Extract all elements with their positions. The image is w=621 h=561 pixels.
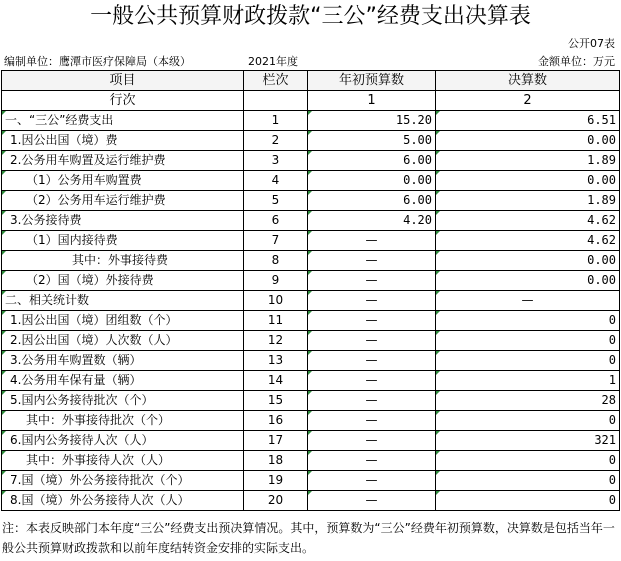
row-budget: — (308, 391, 436, 411)
row-item: （2）国（境）外接待费 (2, 271, 244, 291)
row-item: 4.公务用车保有量（辆） (2, 371, 244, 391)
row-final: 1 (436, 371, 620, 391)
row-seq: 10 (244, 291, 308, 311)
row-seq: 4 (244, 171, 308, 191)
row-final: 0 (436, 311, 620, 331)
row-final: 0.00 (436, 271, 620, 291)
report-year: 2021年度 (248, 55, 298, 68)
row-seq: 2 (244, 131, 308, 151)
row-item: 6.国内公务接待人次（人） (2, 431, 244, 451)
row-budget: — (308, 251, 436, 271)
row-budget: — (308, 331, 436, 351)
row-item: 1.因公出国（境）团组数（个） (2, 311, 244, 331)
row-item: 3.公务接待费 (2, 211, 244, 231)
row-final: 0 (436, 331, 620, 351)
row-seq: 1 (244, 111, 308, 131)
row-item: 8.国（境）外公务接待人次（人） (2, 491, 244, 511)
amount-unit: 金额单位：万元 (538, 55, 615, 68)
row-final: — (436, 291, 620, 311)
row-item: 其中：外事接待人次（人） (2, 451, 244, 471)
row-item: 2.公务用车购置及运行维护费 (2, 151, 244, 171)
row-seq: 16 (244, 411, 308, 431)
row-seq: 12 (244, 331, 308, 351)
row-item: 3.公务用车购置数（辆） (2, 351, 244, 371)
table-row (2, 271, 620, 291)
header-final: 决算数 (436, 71, 620, 91)
row-seq: 17 (244, 431, 308, 451)
row-seq: 5 (244, 191, 308, 211)
row-seq: 15 (244, 391, 308, 411)
form-code: 公开07表 (568, 37, 615, 50)
row-budget: 4.20 (308, 211, 436, 231)
table-row (2, 331, 620, 351)
row-seq: 13 (244, 351, 308, 371)
row-seq: 9 (244, 271, 308, 291)
table-row (2, 391, 620, 411)
row-final: 28 (436, 391, 620, 411)
row-item: 其中：外事接待费 (2, 251, 244, 271)
row-final: 0 (436, 351, 620, 371)
row-final: 1.89 (436, 151, 620, 171)
row-seq: 6 (244, 211, 308, 231)
table-row (2, 371, 620, 391)
row-budget: — (308, 451, 436, 471)
row-final: 0.00 (436, 131, 620, 151)
row-budget: — (308, 371, 436, 391)
row-item: 2.因公出国（境）人次数（人） (2, 331, 244, 351)
table-row (2, 251, 620, 271)
row-final: 0 (436, 471, 620, 491)
row-item: 5.国内公务接待批次（个） (2, 391, 244, 411)
row-item: （1）公务用车购置费 (2, 171, 244, 191)
table-row (2, 311, 620, 331)
row-final: 4.62 (436, 231, 620, 251)
row-seq: 3 (244, 151, 308, 171)
table-row (2, 231, 620, 251)
row-label: 行次 (2, 91, 244, 111)
table-row (2, 131, 620, 151)
table-row (2, 431, 620, 451)
row-budget: — (308, 411, 436, 431)
row-budget: — (308, 271, 436, 291)
table-row (2, 471, 620, 491)
row-item: 7.国（境）外公务接待批次（个） (2, 471, 244, 491)
header-row (2, 71, 620, 91)
row-seq: 19 (244, 471, 308, 491)
row-item: 二、相关统计数 (2, 291, 244, 311)
row-item: 1.因公出国（境）费 (2, 131, 244, 151)
row-item: （2）公务用车运行维护费 (2, 191, 244, 211)
row-budget: — (308, 311, 436, 331)
row-final: 0.00 (436, 251, 620, 271)
footnote: 注：本表反映部门本年度“三公”经费支出预决算情况。其中，预算数为“三公”经费年初预算数，决算数是包括当年一般公共预算财政拨款和以前年度结转资金安排的实际支出。 (2, 521, 615, 555)
table-row (2, 291, 620, 311)
row-item: 一、“三公”经费支出 (2, 111, 244, 131)
row-final: 321 (436, 431, 620, 451)
table-row (2, 451, 620, 471)
row-final: 1.89 (436, 191, 620, 211)
header-budget: 年初预算数 (308, 71, 436, 91)
index-seq-blank (244, 91, 308, 111)
table-row (2, 191, 620, 211)
row-final: 4.62 (436, 211, 620, 231)
table-row (2, 151, 620, 171)
index-col2: 2 (436, 91, 620, 111)
row-item: （1）国内接待费 (2, 231, 244, 251)
header-seq: 栏次 (244, 71, 308, 91)
row-budget: — (308, 471, 436, 491)
table-row (2, 491, 620, 511)
row-final: 0 (436, 451, 620, 471)
row-budget: — (308, 491, 436, 511)
table-row (2, 171, 620, 191)
row-budget: 5.00 (308, 131, 436, 151)
row-budget: — (308, 231, 436, 251)
row-seq: 18 (244, 451, 308, 471)
row-budget: 0.00 (308, 171, 436, 191)
report-title: 一般公共预算财政拨款“三公”经费支出决算表 (90, 4, 531, 29)
table-row (2, 411, 620, 431)
row-seq: 20 (244, 491, 308, 511)
row-budget: 6.00 (308, 151, 436, 171)
table-row (2, 111, 620, 131)
table-row (2, 211, 620, 231)
row-budget: — (308, 431, 436, 451)
row-final: 0 (436, 411, 620, 431)
row-budget: 15.20 (308, 111, 436, 131)
table-row (2, 351, 620, 371)
row-seq: 7 (244, 231, 308, 251)
row-seq: 11 (244, 311, 308, 331)
index-col1: 1 (308, 91, 436, 111)
row-budget: 6.00 (308, 191, 436, 211)
row-final: 0.00 (436, 171, 620, 191)
index-row (2, 91, 620, 111)
row-budget: — (308, 291, 436, 311)
row-item: 其中：外事接待批次（个） (2, 411, 244, 431)
row-budget: — (308, 351, 436, 371)
row-seq: 8 (244, 251, 308, 271)
row-final: 6.51 (436, 111, 620, 131)
expenditure-table (1, 70, 620, 511)
row-final: 0 (436, 491, 620, 511)
header-item: 项目 (2, 71, 244, 91)
compiling-unit: 编制单位：鹰潭市医疗保障局（本级） (4, 55, 191, 68)
row-seq: 14 (244, 371, 308, 391)
